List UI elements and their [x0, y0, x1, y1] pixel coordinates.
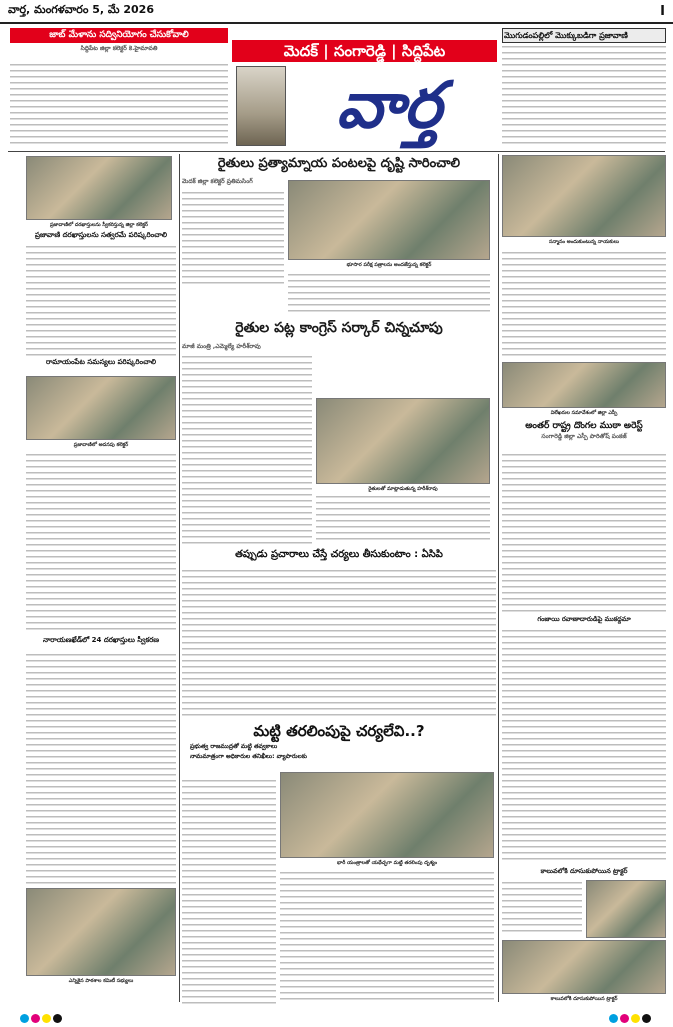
- photo-school-committee: [26, 888, 176, 976]
- caption-school-committee: ఎన్నికైన పాఠశాల కమిటీ సభ్యులు: [68, 978, 134, 984]
- photo-prajavani: [26, 156, 172, 220]
- caption-soil-excavation: భారీ యంత్రాలతో యథేచ్ఛగా మట్టి తరలింపు దృశ్యం: [336, 860, 438, 866]
- felicitation-body-text: [502, 250, 666, 360]
- second-headline: రైతుల పట్ల కాంగ్రెస్ సర్కార్ చిన్నచూపు: [235, 320, 443, 336]
- print-registration-strip: [0, 1010, 673, 1024]
- rule: [8, 151, 665, 152]
- soil-headline: మట్టి తరలింపుపై చర్యలేవి..?: [253, 722, 425, 740]
- second-body-text-2: [316, 494, 490, 544]
- caption-additional-collector: ప్రజావాణిలో అదనపు కలెక్టర్: [73, 442, 129, 448]
- caption-tractor-canal: కాలువలోకి దూసుకుపోయిన ట్రాక్టర్: [550, 996, 618, 1002]
- page-header: [0, 0, 673, 24]
- caption-prajavani: ప్రజావాణిలో దరఖాస్తులను స్వీకరిస్తున్న జిల్లా కలెక్టర్: [49, 222, 149, 228]
- soil-bullet-1: ప్రభుత్వ రాజముద్రతో మట్టి తవ్వకాలు: [190, 743, 278, 750]
- column-rule-right: [498, 154, 499, 1002]
- top-left-headline: జాబ్ మేళాను సద్వినియోగం చేసుకోవాలి: [10, 28, 228, 43]
- soil-body-text-2: [280, 870, 494, 1004]
- masthead-banner: మెదక్ | సంగారెడ్డి | సిద్దిపేట: [232, 40, 497, 62]
- false-propaganda-headline: తప్పుడు ప్రచారాలు చేస్తే చర్యలు తీసుకుంటాం : ఏసిపి: [235, 549, 443, 560]
- caption-sp-press-meet: విలేఖరుల సమావేశంలో జిల్లా ఎస్పీ: [550, 410, 618, 416]
- caption-farmers: రైతులతో మాట్లాడుతున్న హరీశ్‌రావు: [368, 486, 438, 492]
- tractor-body-text: [502, 880, 582, 936]
- ganja-body-text: [502, 628, 666, 864]
- narayankhed-story: [26, 636, 176, 650]
- interstate-story: [502, 420, 666, 450]
- second-story: [182, 318, 496, 340]
- narayankhed-body-text: [26, 652, 176, 884]
- tractor-story: [502, 866, 666, 878]
- false-propaganda-story: [182, 548, 496, 566]
- interstate-subheadline: సంగారెడ్డి జిల్లా ఎస్పీ పారితోష్ పంకజ్: [541, 433, 627, 440]
- photo-sp-press-meet: [502, 362, 666, 408]
- soil-story: [182, 720, 496, 780]
- caption-felicitation: సన్మానం అందుకుంటున్న నాయకులు: [549, 239, 619, 245]
- interstate-headline: అంతర్ రాష్ట్ర దొంగల ముఠా అరెస్ట్: [525, 421, 643, 431]
- soil-body-text-1: [182, 778, 276, 1004]
- header-date: వార్త, మంగళవారం 5, మే 2026: [8, 3, 154, 16]
- photo-soil-excavation: [280, 772, 494, 858]
- false-propaganda-body-text: [182, 568, 496, 716]
- prajavani-headline: ప్రజావాణి దరఖాస్తులను సత్వరమే పరిష్కరించాలి: [34, 231, 168, 239]
- photo-tractor: [586, 880, 666, 938]
- photo-tractor-canal: [502, 940, 666, 994]
- top-right-headline: మొగుడంపల్లిలో మొక్కుబడిగా ప్రజావాణి: [502, 28, 666, 43]
- caption-soil-test: భూసార పరీక్ష పత్రాలను అందజేస్తున్న కలెక్టర్: [346, 262, 432, 268]
- newspaper-logo: వార్త: [336, 68, 442, 143]
- lead-story: [182, 155, 496, 175]
- clock-tower-photo: [236, 66, 286, 146]
- tractor-headline: కాలువలోకి దూసుకుపోయిన ట్రాక్టర్: [540, 867, 628, 875]
- lead-subheadline: మెదక్ జిల్లా కలెక్టర్ ప్రతిమసింగ్: [182, 178, 253, 185]
- ganja-headline: గంజాయి రవాణాదారుడిపై ముకద్దమా: [537, 615, 631, 623]
- masthead: [232, 40, 497, 148]
- lead-body-text-1: [182, 190, 284, 286]
- ramayampet-body-text: [26, 452, 176, 632]
- photo-felicitation: [502, 155, 666, 237]
- ganja-story: [502, 614, 666, 626]
- soil-bullet-2: నామమాత్రంగా అధికారుల తనిఖీలు: వ్యాపారులకు: [190, 753, 307, 760]
- photo-soil-test: [288, 180, 490, 260]
- prajavani-body-text: [26, 244, 176, 356]
- page-number: I: [660, 3, 665, 19]
- top-right-body-text: [502, 44, 666, 148]
- top-left-subheadline: సిద్దిపేట జిల్లా కలెక్టర్ కె.హైమావతి: [80, 45, 158, 52]
- ramayampet-headline: రామాయంపేట సమస్యలు పరిష్కరించాలి: [46, 358, 156, 366]
- lead-headline: రైతులు ప్రత్యామ్నాయ పంటలపై దృష్టి సారించాలి: [217, 156, 461, 171]
- lead-body-text-2: [288, 272, 490, 314]
- ramayampet-story: [26, 358, 176, 372]
- interstate-body-text: [502, 452, 666, 612]
- narayankhed-headline: నారాయణఖేడ్‌లో 24 దరఖాస్తులు స్వీకరణ: [42, 636, 160, 644]
- photo-farmers: [316, 398, 490, 484]
- photo-additional-collector: [26, 376, 176, 440]
- second-subheadline: మాజీ మంత్రి ,ఎమ్మెల్యే హరీశ్‌రావు: [182, 343, 261, 350]
- second-body-text-1: [182, 354, 312, 544]
- column-rule-left: [179, 154, 180, 1002]
- top-left-body-text: [10, 62, 228, 148]
